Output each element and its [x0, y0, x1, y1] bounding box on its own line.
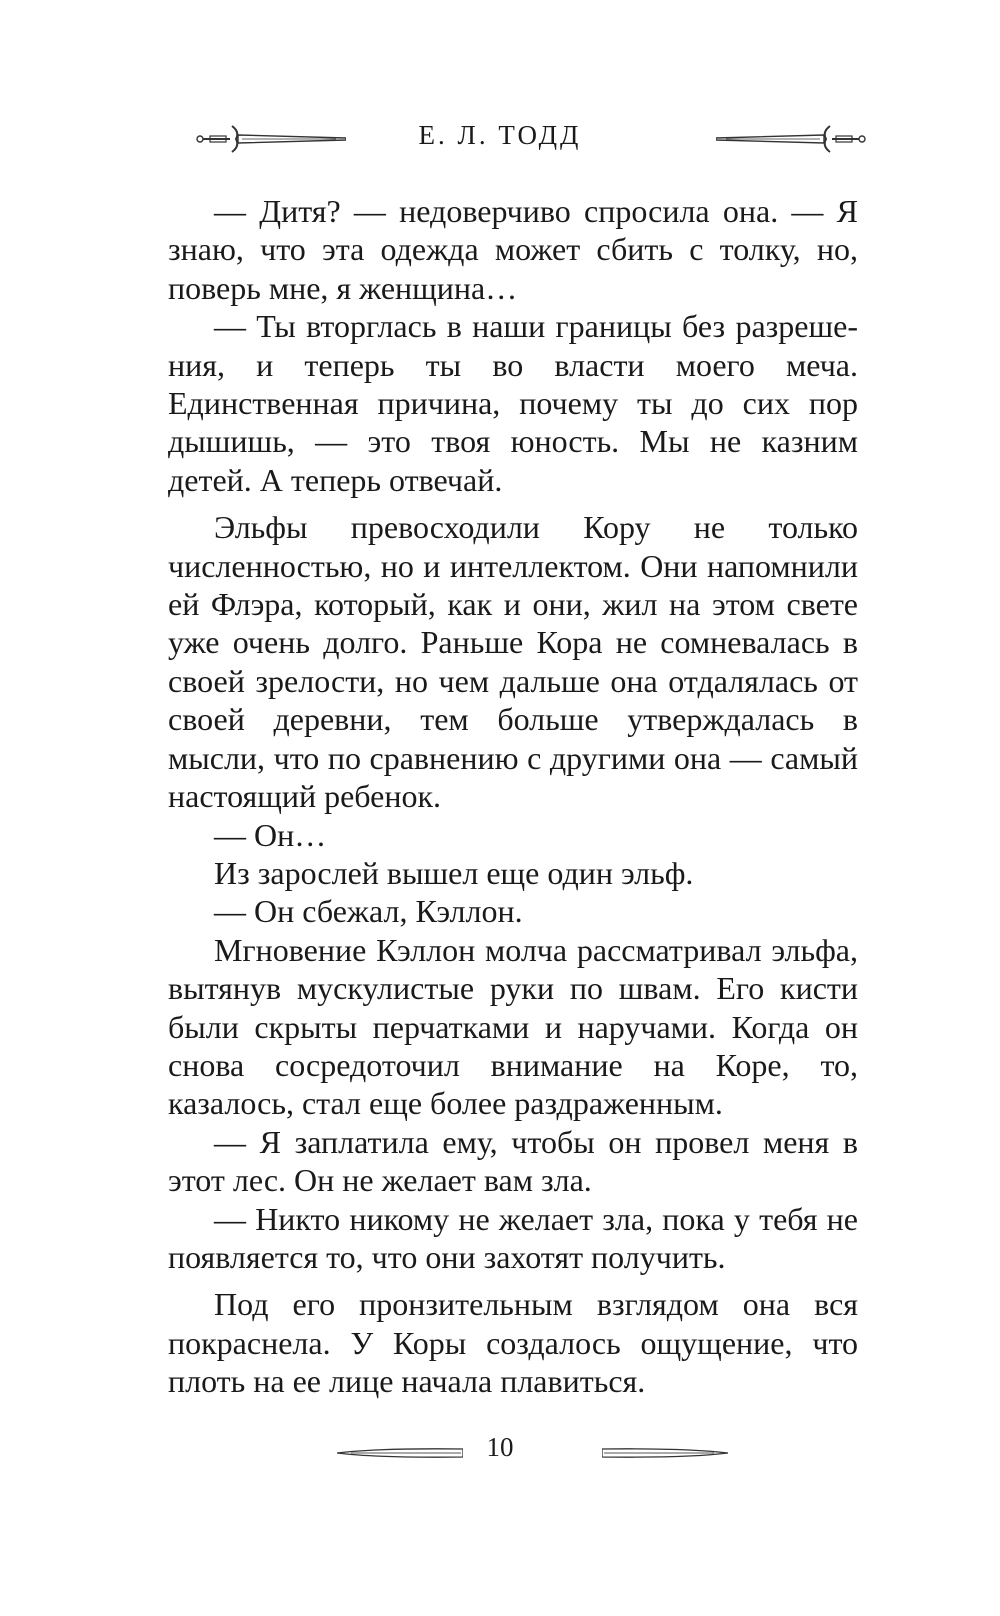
- paragraph: Под его пронзительным взглядом она вся покраснела. У Коры создалось ощущение, что плоть на ее лице начала плавиться.: [168, 1286, 858, 1400]
- paragraph: Из зарослей вышел еще один эльф.: [214, 854, 694, 891]
- page-number: 10: [486, 1432, 514, 1462]
- page-footer: [0, 1432, 1000, 1472]
- paragraph: — Ты вторглась в наши границы без разрешения, и теперь ты во власти моего меча. Единственная причина, почему ты до сих пор дышишь, — это твоя юность. Мы не казним детей. А теперь отвечай.: [168, 308, 858, 498]
- paragraph: Эльфы превосходили Кору не только численностью, но и интеллектом. Они напомнили ей Флэра, который, как и они, жил на этом свете уже очень долго. Раньше Кора не сомневалась в своей зрелости, но чем дальше она отдалялась от своей деревни, тем больше утверждалась в мысли, что по сравнению с другими она — самый настоящий ребенок.: [168, 509, 858, 815]
- paragraph: — Дитя? — недоверчиво спросила она. — Я знаю, что эта одежда может сбить с толку, но, поверь мне, я женщина…: [168, 193, 858, 306]
- body-text: [168, 192, 858, 1401]
- paragraph: — Он сбежал, Кэллон.: [214, 893, 523, 930]
- paragraph: — Никто никому не желает зла, пока у тебя не появляется то, что они захотят получить.: [168, 1200, 858, 1275]
- running-header: [0, 118, 1000, 162]
- sword-ornament-right-icon: [716, 122, 866, 156]
- paragraph: — Я заплатила ему, чтобы он провел меня в этот лес. Он не желает вам зла.: [168, 1123, 858, 1199]
- paragraph: Мгновение Кэллон молча рассматривал эльфа, вытянув мускулистые руки по швам. Его кисти были скрыты перчатками и наручами. Когда он снова сосредоточил внимание на Коре, то, казалось, стал еще более раздраженным.: [168, 931, 858, 1122]
- paragraph: — Он…: [214, 816, 327, 853]
- running-title: Е. Л. ТОДД: [418, 120, 582, 150]
- footer-ornament-right-icon: [602, 1446, 728, 1460]
